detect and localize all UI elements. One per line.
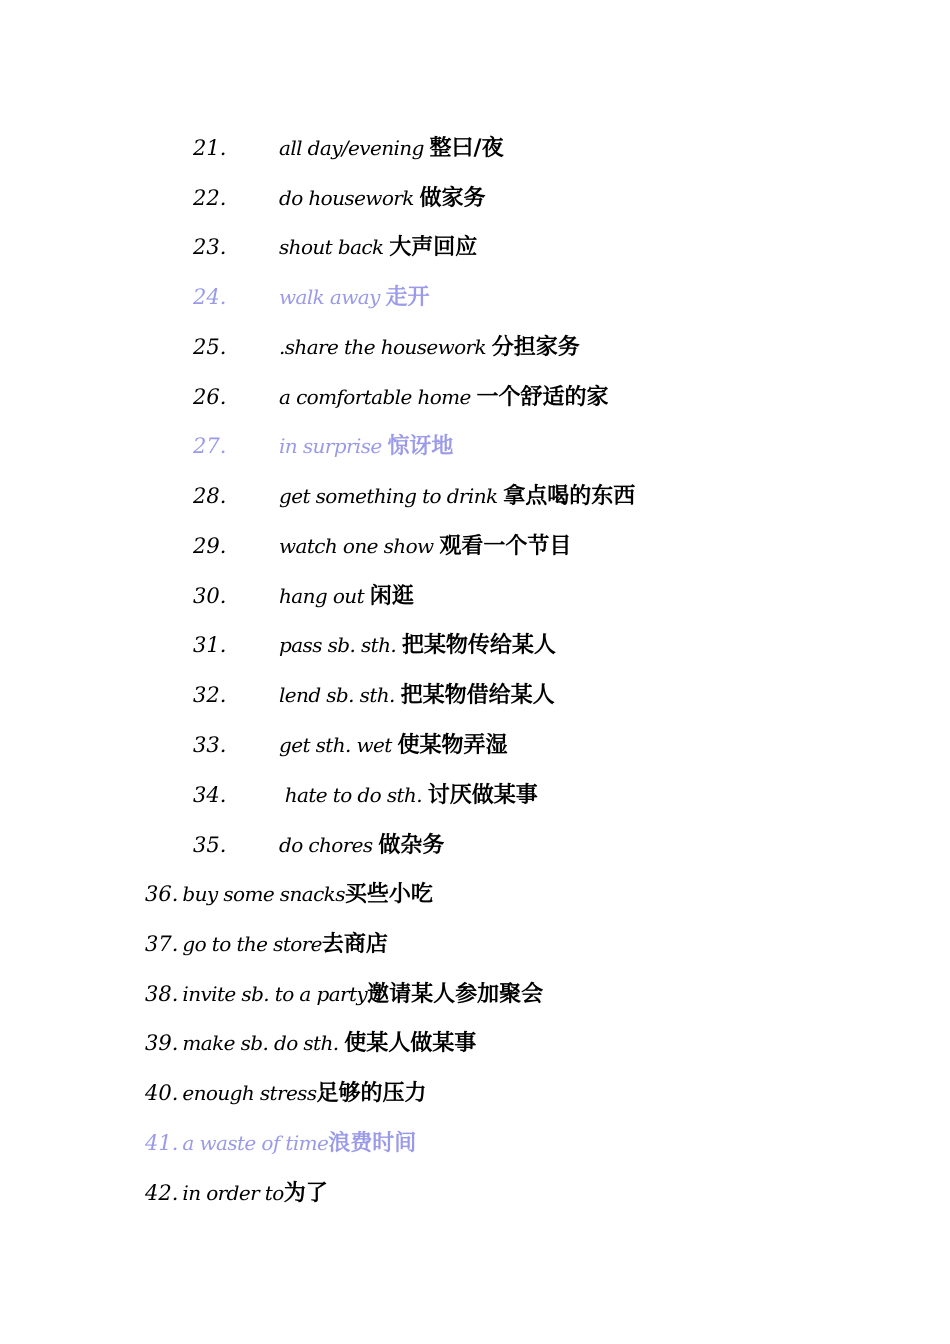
item-number: 41.	[145, 1131, 179, 1155]
item-number: 23.	[193, 235, 227, 259]
item-number: 35.	[193, 833, 227, 857]
phrase-item-35	[193, 829, 444, 861]
item-number: 31.	[193, 633, 227, 657]
english-phrase: do chores	[279, 833, 379, 857]
english-phrase: go to the store	[182, 932, 322, 956]
phrase-item-36	[145, 878, 433, 910]
english-phrase: walk away	[279, 285, 386, 309]
chinese-meaning: 做杂务	[378, 833, 445, 858]
chinese-meaning: 一个舒适的家	[476, 385, 609, 410]
chinese-meaning: 惊讶地	[387, 434, 454, 459]
phrase-item-32	[193, 679, 555, 711]
item-number: 30.	[193, 584, 227, 608]
phrase-item-31	[193, 629, 556, 661]
phrase-item-29	[193, 530, 571, 562]
english-phrase: invite sb. to a party	[182, 982, 368, 1006]
english-phrase: get something to drink	[279, 484, 504, 508]
chinese-meaning: 观看一个节目	[439, 534, 572, 559]
item-number: 37.	[145, 932, 179, 956]
phrase-item-24	[193, 281, 430, 313]
chinese-meaning: 足够的压力	[316, 1081, 427, 1106]
phrase-item-38	[145, 978, 543, 1010]
phrase-item-23	[193, 231, 477, 263]
chinese-meaning: 走开	[385, 285, 430, 310]
phrase-item-34	[193, 779, 538, 811]
phrase-item-22	[193, 182, 486, 214]
chinese-meaning: 大声回应	[389, 235, 478, 260]
chinese-meaning: 讨厌做某事	[427, 783, 538, 808]
item-number: 36.	[145, 882, 179, 906]
english-phrase: get sth. wet	[279, 733, 398, 757]
english-phrase: a waste of time	[182, 1131, 329, 1155]
chinese-meaning: 拿点喝的东西	[503, 484, 636, 509]
phrase-item-37	[145, 928, 388, 960]
chinese-meaning: 邀请某人参加聚会	[367, 982, 544, 1007]
phrase-item-41	[145, 1127, 416, 1159]
english-phrase: do housework	[279, 186, 420, 210]
phrase-item-39	[145, 1027, 476, 1059]
item-number: 26.	[193, 385, 227, 409]
chinese-meaning: 把某物传给某人	[401, 633, 556, 658]
chinese-meaning: 买些小吃	[344, 882, 433, 907]
item-number: 28.	[193, 484, 227, 508]
chinese-meaning: 浪费时间	[328, 1131, 417, 1156]
chinese-meaning: 去商店	[321, 932, 388, 957]
chinese-meaning: 分担家务	[491, 335, 580, 360]
english-phrase: all day/evening	[279, 136, 430, 160]
item-number: 29.	[193, 534, 227, 558]
phrase-item-26	[193, 381, 609, 413]
phrase-item-28	[193, 480, 635, 512]
phrase-item-42	[145, 1177, 328, 1209]
item-number: 22.	[193, 186, 227, 210]
item-number: 34.	[193, 783, 227, 807]
english-phrase: make sb. do sth.	[182, 1031, 345, 1055]
item-number: 25.	[193, 335, 227, 359]
item-number: 39.	[145, 1031, 179, 1055]
english-phrase: enough stress	[182, 1081, 317, 1105]
english-phrase: shout back	[279, 235, 390, 259]
item-number: 40.	[145, 1081, 179, 1105]
english-phrase: .share the housework	[279, 335, 492, 359]
chinese-meaning: 使某物弄湿	[397, 733, 508, 758]
english-phrase: buy some snacks	[182, 882, 345, 906]
phrase-item-21	[193, 132, 504, 164]
item-number: 24.	[193, 285, 227, 309]
item-number: 42.	[145, 1181, 179, 1205]
english-phrase: lend sb. sth.	[279, 683, 401, 707]
item-number: 33.	[193, 733, 227, 757]
phrase-item-33	[193, 729, 508, 761]
english-phrase: hang out	[279, 584, 370, 608]
chinese-meaning: 为了	[283, 1181, 328, 1206]
item-number: 38.	[145, 982, 179, 1006]
phrase-item-40	[145, 1077, 427, 1109]
chinese-meaning: 做家务	[419, 186, 486, 211]
phrase-item-30	[193, 580, 414, 612]
english-phrase: hate to do sth.	[279, 783, 428, 807]
chinese-meaning: 把某物借给某人	[400, 683, 555, 708]
chinese-meaning: 整曰/夜	[429, 136, 504, 161]
chinese-meaning: 使某人做某事	[344, 1031, 477, 1056]
phrase-item-27	[193, 430, 453, 462]
item-number: 32.	[193, 683, 227, 707]
item-number: 27.	[193, 434, 227, 458]
english-phrase: watch one show	[279, 534, 440, 558]
item-number: 21.	[193, 136, 227, 160]
english-phrase: in order to	[182, 1181, 284, 1205]
english-phrase: a comfortable home	[279, 385, 477, 409]
phrase-item-25	[193, 331, 580, 363]
english-phrase: pass sb. sth.	[279, 633, 402, 657]
chinese-meaning: 闲逛	[369, 584, 414, 609]
english-phrase: in surprise	[279, 434, 388, 458]
